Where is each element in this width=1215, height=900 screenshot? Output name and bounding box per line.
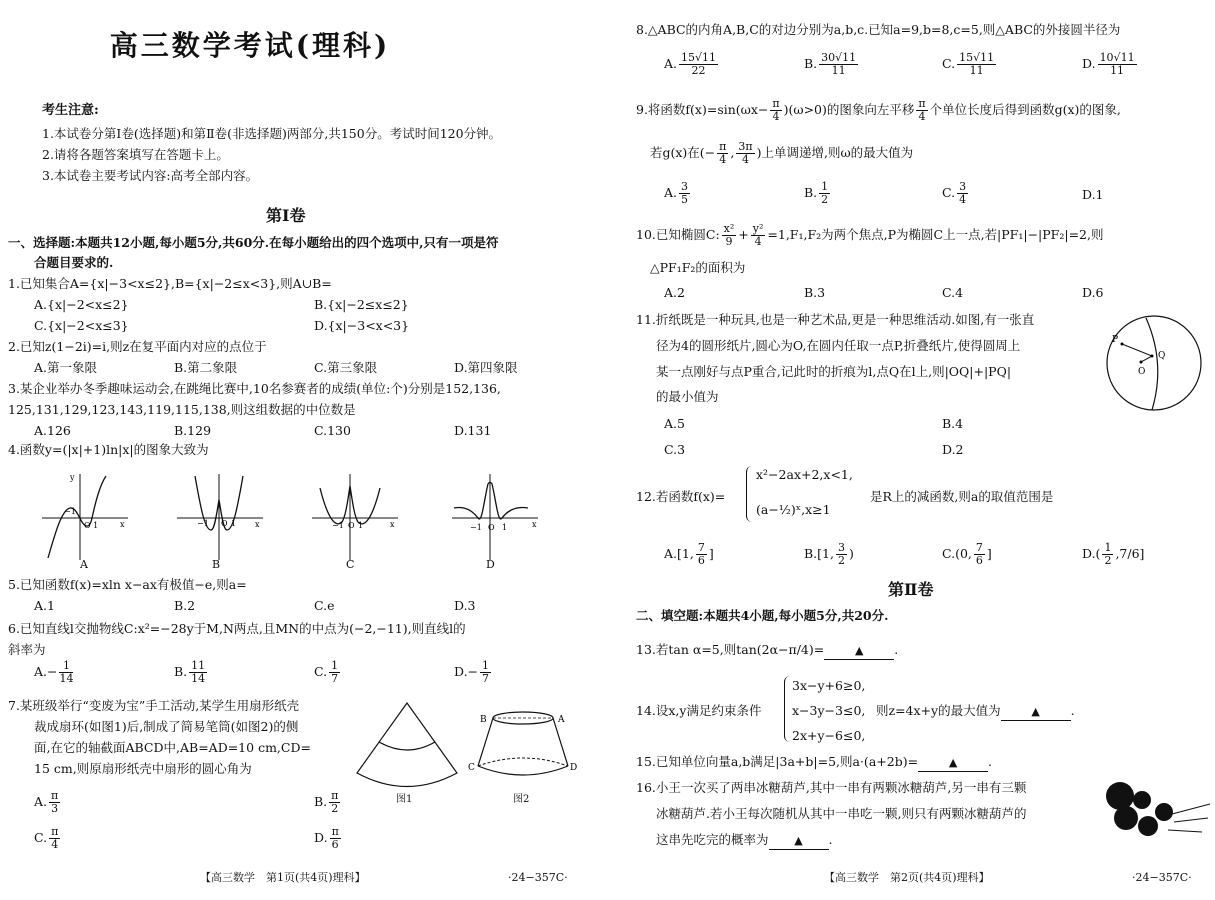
q5-option-d: D.3 — [454, 598, 476, 613]
question-8: 8.△ABC的内角A,B,C的对边分别为a,b,c.已知a=9,b=8,c=5,则△ABC的外接圆半径为 — [636, 22, 1121, 37]
notice-2: 2.请将各题答案填写在答题卡上。 — [42, 147, 229, 162]
section-1-heading-cont: 合题目要求的. — [34, 255, 114, 270]
q12-option-a: A.[1, $\frac{7}{6}$ ] — [664, 541, 714, 567]
q12-option-d: D.( $\frac{1}{2}$ ,7/6] — [1082, 541, 1145, 567]
question-11: 11.折纸既是一种玩具,也是一种艺术品,更是一种思维活动.如图,有一张直 — [636, 312, 1035, 327]
q1-option-d: D.{x|−3<x<3} — [314, 318, 410, 333]
question-14-cont: 则z=4x+y的最大值为 ▲ . — [876, 703, 1075, 721]
svg-text:Q: Q — [1158, 351, 1166, 361]
q9-option-d: D.1 — [1082, 187, 1104, 202]
svg-text:1: 1 — [231, 519, 237, 528]
section-1-heading: 一、选择题:本题共12小题,每小题5分,共60分.在每小题给出的四个选项中,只有一项是符 — [8, 235, 499, 250]
q5-option-b: B.2 — [174, 598, 196, 613]
page-2-code: ·24−357C· — [1132, 871, 1192, 884]
graph-a — [40, 470, 130, 565]
question-3: 3.某企业举办冬季趣味运动会,在跳绳比赛中,10名参赛者的成绩(单位:个)分别是152,136, — [8, 381, 501, 396]
q9-option-a: A. $\frac{3}{5}$ — [664, 180, 689, 206]
q6-option-a: A.− $\frac{1}{14}$ — [34, 659, 74, 685]
svg-text:D: D — [570, 763, 578, 773]
svg-text:O: O — [221, 519, 228, 528]
svg-text:−1: −1 — [332, 521, 344, 530]
q11-option-a: A.5 — [664, 416, 685, 431]
section-2-heading: 二、填空题:本题共4小题,每小题5分,共20分. — [636, 608, 889, 623]
q5-option-c: C.e — [314, 598, 335, 613]
q14-constraint-3: 2x+y−6≤0, — [792, 728, 866, 743]
figure-1-sector — [352, 700, 462, 790]
q2-option-d: D.第四象限 — [454, 360, 518, 375]
volume-1-heading: 第Ⅰ卷 — [266, 206, 306, 225]
svg-text:A: A — [558, 715, 565, 725]
q12-option-b: B.[1, $\frac{3}{2}$ ) — [804, 541, 854, 567]
q2-option-a: A.第一象限 — [34, 360, 98, 375]
svg-text:−1: −1 — [64, 507, 76, 516]
q6-option-c: C. $\frac{1}{7}$ — [314, 659, 339, 685]
svg-text:x: x — [120, 520, 125, 529]
q11-circle-figure — [1104, 308, 1204, 418]
q9-option-c: C. $\frac{3}{4}$ — [942, 180, 967, 206]
question-13: 13.若tan α=5,则tan(2α−π/4)= ▲ . — [636, 642, 898, 660]
q14-constraint-2: x−3y−3≤0, — [792, 703, 866, 718]
q5-option-a: A.1 — [34, 598, 55, 613]
question-1: 1.已知集合A={x|−3<x≤2},B={x|−2≤x<3},则A∪B= — [8, 276, 332, 291]
q7-option-c: C. $\frac{\pi}{4}$ — [34, 825, 59, 851]
svg-text:B: B — [480, 715, 487, 725]
question-7-line3: 面,在它的轴截面ABCD中,AB=AD=10 cm,CD= — [34, 740, 311, 755]
question-11-line3: 某一点刚好与点P重合,记此时的折痕为l,点Q在l上,则|OQ|+|PQ| — [656, 364, 1012, 379]
svg-text:1: 1 — [358, 521, 364, 530]
question-11-line4: 的最小值为 — [656, 389, 719, 404]
q6-option-b: B. $\frac{11}{14}$ — [174, 659, 206, 685]
right-page — [612, 0, 1215, 900]
q3-option-d: D.131 — [454, 423, 492, 438]
question-14: 14.设x,y满足约束条件 — [636, 703, 762, 718]
q14-brace — [784, 676, 791, 742]
q2-option-c: C.第三象限 — [314, 360, 378, 375]
question-5: 5.已知函数f(x)=xln x−ax有极值−e,则a= — [8, 577, 247, 592]
svg-text:x: x — [255, 520, 260, 529]
left-page — [0, 0, 600, 900]
figure-2-caption: 图2 — [513, 794, 530, 805]
question-4: 4.函数y=(|x|+1)ln|x|的图象大致为 — [8, 442, 209, 457]
q8-option-c: C. $\frac{15√11}{11}$ — [942, 51, 995, 77]
question-6: 6.已知直线l交抛物线C:x²=−28y于M,N两点,且MN的中点为(−2,−11),则直线l的 — [8, 621, 466, 636]
notice-1: 1.本试卷分第Ⅰ卷(选择题)和第Ⅱ卷(非选择题)两部分,共150分。考试时间120分钟。 — [42, 126, 502, 141]
q11-option-c: C.3 — [664, 442, 686, 457]
q6-option-d: D.− $\frac{1}{7}$ — [454, 659, 490, 685]
q10-option-a: A.2 — [664, 285, 685, 300]
notice-heading: 考生注意: — [42, 103, 99, 118]
question-15: 15.已知单位向量a,b满足|3a+b|=5,则a·(a+2b)= ▲ . — [636, 754, 992, 772]
svg-text:x: x — [390, 520, 395, 529]
q11-option-b: B.4 — [942, 416, 964, 431]
graph-a-label: A — [80, 558, 88, 571]
page-1-footer: 【高三数学 第1页(共4页)理科】 — [200, 871, 366, 884]
q8-option-a: A. $\frac{15√11}{22}$ — [664, 51, 717, 77]
question-6-cont: 斜率为 — [8, 642, 46, 657]
question-16-line3: 这串先吃完的概率为 ▲ . — [656, 832, 833, 850]
q14-constraint-1: 3x−y+6≥0, — [792, 678, 866, 693]
svg-text:y: y — [70, 473, 75, 482]
svg-text:O 1: O 1 — [84, 521, 99, 530]
question-16: 16.小王一次买了两串冰糖葫芦,其中一串有两颗冰糖葫芦,另一串有三颗 — [636, 780, 1027, 795]
q10-option-c: C.4 — [942, 285, 964, 300]
q10-option-b: B.3 — [804, 285, 826, 300]
page-2-footer: 【高三数学 第2页(共4页)理科】 — [824, 871, 990, 884]
svg-text:C: C — [468, 763, 475, 773]
q7-option-d: D. $\frac{\pi}{6}$ — [314, 825, 339, 851]
svg-text:O: O — [488, 523, 495, 532]
question-9: 9.将函数f(x)=sin(ωx− $\frac{\pi}{4}$ )(ω>0)的图象向左平移 $\frac{\pi}{4}$ 个单位长度后得到函数g(x)的图象, — [636, 97, 1121, 123]
q3-option-c: C.130 — [314, 423, 351, 438]
svg-text:x: x — [532, 520, 537, 529]
q3-option-b: B.129 — [174, 423, 212, 438]
question-11-line2: 径为4的圆形纸片,圆心为O,在圆内任取一点P,折叠纸片,使得圆周上 — [656, 338, 1021, 353]
q3-option-a: A.126 — [34, 423, 71, 438]
graph-c-label: C — [346, 558, 355, 571]
graph-d-label: D — [486, 558, 495, 571]
figure-1-caption: 图1 — [396, 794, 413, 805]
question-10-cont: △PF₁F₂的面积为 — [650, 260, 746, 275]
q1-option-b: B.{x|−2≤x≤2} — [314, 297, 409, 312]
svg-text:O: O — [1138, 367, 1146, 377]
svg-text:1: 1 — [502, 523, 508, 532]
question-12: 12.若函数f(x)= — [636, 489, 726, 504]
q12-case-2: (a−½)ˣ,x≥1 — [756, 502, 831, 517]
q8-option-d: D. $\frac{10√11}{11}$ — [1082, 51, 1135, 77]
question-16-line2: 冰糖葫芦.若小王每次随机从其中一串吃一颗,则只有两颗冰糖葫芦的 — [656, 806, 1027, 821]
candied-haws-illustration — [1102, 778, 1212, 848]
question-7-line4: 15 cm,则原扇形纸壳中扇形的圆心角为 — [34, 761, 252, 776]
volume-2-heading: 第Ⅱ卷 — [888, 580, 934, 599]
notice-3: 3.本试卷主要考试内容:高考全部内容。 — [42, 168, 259, 183]
svg-text:O: O — [348, 521, 355, 530]
question-2: 2.已知z(1−2i)=i,则z在复平面内对应的点位于 — [8, 339, 267, 354]
question-9-cont: 若g(x)在(− $\frac{\pi}{4}$ , $\frac{3\pi}{4}$ )上单调递增,则ω的最大值为 — [650, 140, 914, 166]
q12-option-c: C.(0, $\frac{7}{6}$ ] — [942, 541, 992, 567]
question-3-cont: 125,131,129,123,143,119,115,138,则这组数据的中位数是 — [8, 402, 356, 417]
question-10: 10.已知椭圆C: $\frac{\text{x²}}{9}$ + $\frac{\text{y²}}{4}$ =1,F₁,F₂为两个焦点,P为椭圆C上一点,若|PF₁|−|PF₂|=2,则 — [636, 222, 1104, 248]
q8-option-b: B. $\frac{30√11}{11}$ — [804, 51, 857, 77]
question-12-cont: 是R上的减函数,则a的取值范围是 — [870, 489, 1054, 504]
q2-option-b: B.第二象限 — [174, 360, 238, 375]
exam-title: 高三数学考试(理科) — [109, 29, 391, 62]
question-7-line2: 裁成扇环(如图1)后,制成了简易笔筒(如图2)的侧 — [34, 719, 299, 734]
svg-text:−1: −1 — [197, 519, 209, 528]
graph-b-label: B — [212, 558, 221, 571]
q1-option-c: C.{x|−2<x≤3} — [34, 318, 129, 333]
q12-case-1: x²−2ax+2,x<1, — [756, 467, 853, 482]
svg-text:−1: −1 — [470, 523, 482, 532]
q7-option-b: B. $\frac{\pi}{2}$ — [314, 789, 339, 815]
q10-option-d: D.6 — [1082, 285, 1104, 300]
q11-option-d: D.2 — [942, 442, 964, 457]
graph-b — [175, 470, 265, 565]
page-1-code: ·24−357C· — [508, 871, 568, 884]
q9-option-b: B. $\frac{1}{2}$ — [804, 180, 829, 206]
q7-option-a: A. $\frac{\pi}{3}$ — [34, 789, 59, 815]
question-7: 7.某班级举行“变废为宝”手工活动,某学生用扇形纸壳 — [8, 698, 300, 713]
q1-option-a: A.{x|−2<x≤2} — [34, 297, 129, 312]
graph-c — [310, 470, 400, 565]
q12-brace — [746, 466, 753, 522]
svg-text:P: P — [1112, 335, 1119, 345]
graph-d — [450, 470, 540, 565]
figure-2-frustum — [468, 708, 578, 783]
